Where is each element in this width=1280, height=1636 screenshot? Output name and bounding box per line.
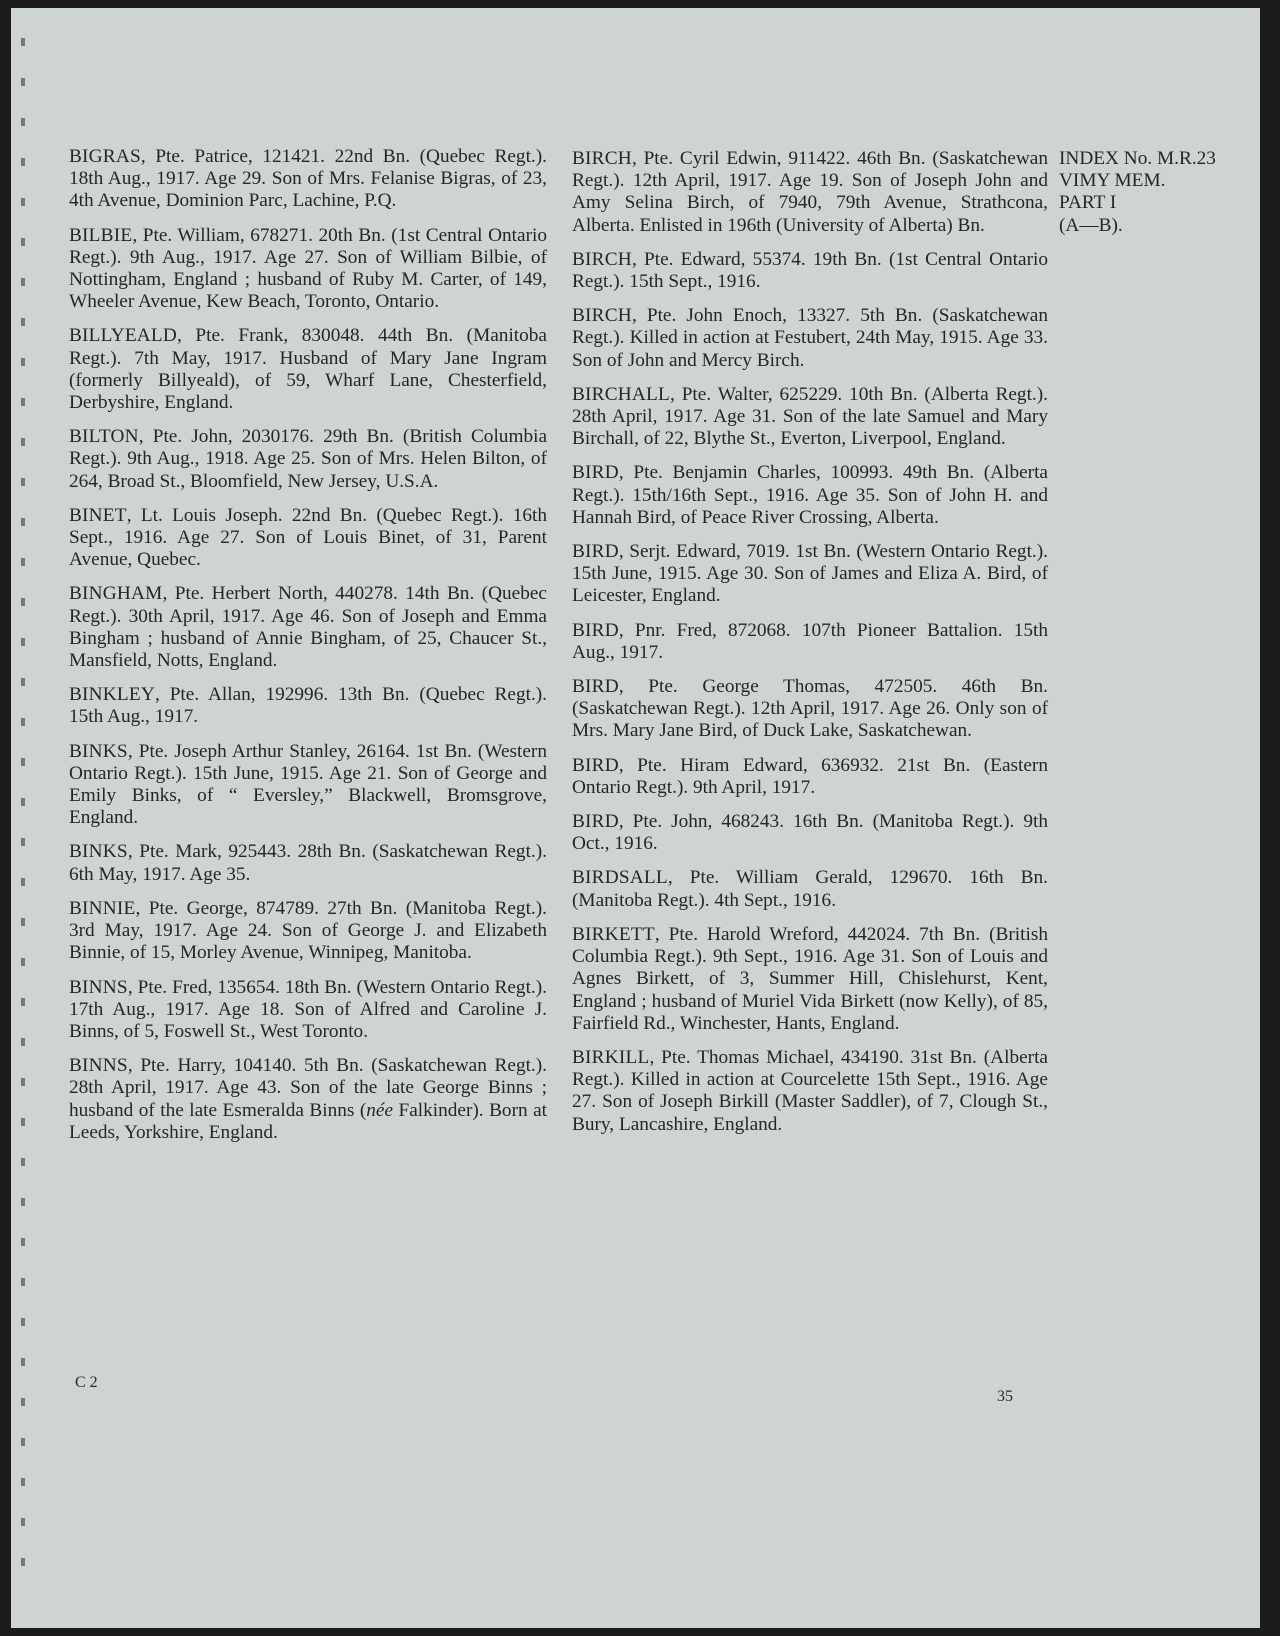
register-entry: BINKS, Pte. Mark, 925443. 28th Bn. (Saskatchewan Regt.). 6th May, 1917. Age 35. (69, 841, 547, 885)
register-entry: BIRKETT, Pte. Harold Wreford, 442024. 7th Bn. (British Columbia Regt.). 9th Sept., 1916. Age 31. Son of Louis and Agnes Birkett, of 3, Summer Hill, Chislehurst, Kent, England ; husband of Muriel Vida Birkett (now Kelly), of 85, Fairfield Rd., Winchester, Hants, England. (572, 923, 1048, 1034)
register-entry: BIRCHALL, Pte. Walter, 625229. 10th Bn. (Alberta Regt.). 28th April, 1917. Age 31. Son of the late Samuel and Mary Birchall, of 22, Blythe St., Everton, Liverpool, England. (572, 383, 1048, 450)
register-entry: BILTON, Pte. John, 2030176. 29th Bn. (British Columbia Regt.). 9th Aug., 1918. Age 25. Son of Mrs. Helen Bilton, of 264, Broad St., Bloomfield, New Jersey, U.S.A. (69, 426, 547, 492)
register-entry: BINNIE, Pte. George, 874789. 27th Bn. (Manitoba Regt.). 3rd May, 1917. Age 24. Son of George J. and Elizabeth Binnie, of 15, Morley Avenue, Winnipeg, Manitoba. (69, 897, 547, 964)
register-entry: BIRKILL, Pte. Thomas Michael, 434190. 31st Bn. (Alberta Regt.). Killed in action at Courcelette 15th Sept., 1916. Age 27. Son of Joseph Birkill (Master Saddler), of 7, Clough St., Bury, Lancashire, England. (572, 1046, 1048, 1135)
register-entry: BINNS, Pte. Fred, 135654. 18th Bn. (Western Ontario Regt.). 17th Aug., 1917. Age 18. Son of Alfred and Caroline J. Binns, of 5, Foswell St., West Toronto. (69, 976, 547, 1042)
register-entry: BINKS, Pte. Joseph Arthur Stanley, 26164. 1st Bn. (Western Ontario Regt.). 15th June, 1915. Age 21. Son of George and Emily Binks, of “ Eversley,” Blackwell, Bromsgrove, England. (69, 740, 547, 829)
register-entry: BIRCH, Pte. Cyril Edwin, 911422. 46th Bn. (Saskatchewan Regt.). 12th April, 1917. Age 19. Son of Joseph John and Amy Selina Birch, of 7940, 79th Avenue, Strathcona, Alberta. Enlisted in 196th (University of Alberta) Bn. (572, 148, 1048, 236)
index-header (1059, 148, 1259, 237)
register-entry: BIRD, Pte. John, 468243. 16th Bn. (Manitoba Regt.). 9th Oct., 1916. (572, 811, 1048, 855)
register-entry: BIRD, Pte. George Thomas, 472505. 46th Bn. (Saskatchewan Regt.). 12th April, 1917. Age 26. Only son of Mrs. Mary Jane Bird, of Duck Lake, Saskatchewan. (572, 676, 1048, 742)
part-label: PART I (1059, 192, 1117, 214)
register-entry: BIRD, Serjt. Edward, 7019. 1st Bn. (Western Ontario Regt.). 15th June, 1915. Age 30. Son of James and Eliza A. Bird, of Leicester, England. (572, 541, 1048, 607)
register-entry: BIGRAS, Pte. Patrice, 121421. 22nd Bn. (Quebec Regt.). 18th Aug., 1917. Age 29. Son of Mrs. Felanise Bigras, of 23, 4th Avenue, Dominion Parc, Lachine, P.Q. (69, 146, 547, 212)
register-entry: BIRCH, Pte. John Enoch, 13327. 5th Bn. (Saskatchewan Regt.). Killed in action at Festubert, 24th May, 1915. Age 33. Son of John and Mercy Birch. (572, 305, 1048, 371)
register-entry: BILBIE, Pte. William, 678271. 20th Bn. (1st Central Ontario Regt.). 9th Aug., 1917. Age 27. Son of William Bilbie, of Nottingham, England ; husband of Ruby M. Carter, of 149, Wheeler Avenue, Kew Beach, Toronto, Ontario. (69, 224, 547, 313)
page-number: 35 (997, 1388, 1013, 1405)
register-entry: BIRD, Pte. Benjamin Charles, 100993. 49th Bn. (Alberta Regt.). 15th/16th Sept., 1916. Age 35. Son of John H. and Hannah Bird, of Peace River Crossing, Alberta. (572, 462, 1048, 528)
memorial-name: VIMY MEM. (1059, 170, 1166, 192)
register-entry: BINKLEY, Pte. Allan, 192996. 13th Bn. (Quebec Regt.). 15th Aug., 1917. (69, 684, 547, 728)
signature-mark: C 2 (75, 1374, 98, 1391)
register-entry: BINET, Lt. Louis Joseph. 22nd Bn. (Quebec Regt.). 16th Sept., 1916. Age 27. Son of Louis Binet, of 31, Parent Avenue, Quebec. (69, 504, 547, 571)
middle-column (572, 148, 1048, 1148)
register-entry: BIRD, Pte. Hiram Edward, 636932. 21st Bn. (Eastern Ontario Regt.). 9th April, 1917. (572, 754, 1048, 798)
document-page (8, 8, 1260, 1628)
register-entry: BINNS, Pte. Harry, 104140. 5th Bn. (Saskatchewan Regt.). 28th April, 1917. Age 43. Son of the late George Binns ; husband of the late Esmeralda Binns (née Falkinder). Born at Leeds, Yorkshire, England. (69, 1055, 547, 1143)
register-entry: BILLYEALD, Pte. Frank, 830048. 44th Bn. (Manitoba Regt.). 7th May, 1917. Husband of Mary Jane Ingram (formerly Billyeald), of 59, Wharf Lane, Chesterfield, Derbyshire, England. (69, 325, 547, 414)
left-column (69, 146, 547, 1156)
index-number: INDEX No. M.R.23 (1059, 148, 1216, 169)
register-entry: BIRDSALL, Pte. William Gerald, 129670. 16th Bn. (Manitoba Regt.). 4th Sept., 1916. (572, 867, 1048, 911)
binding-edge (21, 38, 25, 1598)
register-entry: BIRD, Pnr. Fred, 872068. 107th Pioneer Battalion. 15th Aug., 1917. (572, 619, 1048, 663)
register-entry: BINGHAM, Pte. Herbert North, 440278. 14th Bn. (Quebec Regt.). 30th April, 1917. Age 46. Son of Joseph and Emma Bingham ; husband of Annie Bingham, of 25, Chaucer St., Mansfield, Notts, England. (69, 583, 547, 672)
letter-range: (A—B). (1059, 214, 1123, 236)
register-entry: BIRCH, Pte. Edward, 55374. 19th Bn. (1st Central Ontario Regt.). 15th Sept., 1916. (572, 248, 1048, 293)
